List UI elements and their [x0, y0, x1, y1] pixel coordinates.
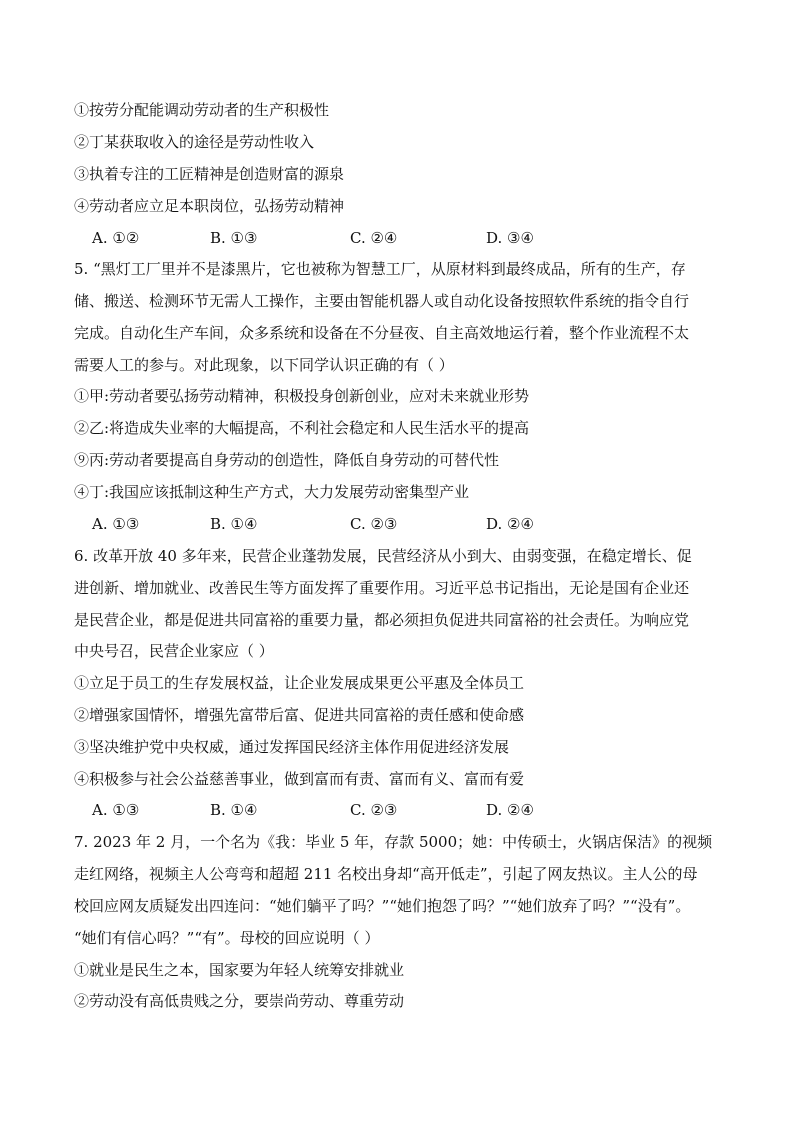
question-5-stem: 储、搬送、检测环节无需人工操作，主要由智能机器人或自动化设备按照软件系统的指令自行 [74, 292, 690, 310]
statement-1: ①立足于员工的生存发展权益，让企业发展成果更公平惠及全体员工 [74, 674, 525, 692]
question-6-stem: 中央号召，民营企业家应（ ） [74, 642, 274, 660]
question-5-stem: 需要人工的参与。对此现象，以下同学认识正确的有（ ） [74, 356, 454, 374]
question-5-stem: 完成。自动化生产车间，众多系统和设备在不分昼夜、自主高效地运行着，整个作业流程不太 [74, 324, 690, 342]
option-c[interactable]: C. ②④ [350, 229, 398, 247]
question-7-stem: 7. 2023 年 2 月，一个名为《我：毕业 5 年，存款 5000；她：中传硕士，火锅店保洁》的视频 [74, 833, 713, 851]
statement-1: ①按劳分配能调动劳动者的生产积极性 [74, 101, 330, 119]
question-6-stem: 进创新、增加就业、改善民生等方面发挥了重要作用。习近平总书记指出，无论是国有企业还 [74, 579, 690, 597]
statement-2: ②劳动没有高低贵贱之分，要崇尚劳动、尊重劳动 [74, 992, 405, 1010]
statement-3: ③执着专注的工匠精神是创造财富的源泉 [74, 165, 345, 183]
question-5-stem: 5. “黑灯工厂里并不是漆黑片，它也被称为智慧工厂，从原材料到最终成品，所有的生产，存 [74, 260, 686, 278]
answer-options-q4 [92, 228, 732, 248]
option-d[interactable]: D. ②④ [486, 515, 534, 533]
statement-4: ④积极参与社会公益慈善事业，做到富而有责、富而有义、富而有爱 [74, 770, 525, 788]
question-7-stem: “她们有信心吗？”“有”。母校的回应说明（ ） [74, 929, 380, 947]
option-b[interactable]: B. ①④ [210, 515, 258, 533]
question-6-stem: 6. 改革开放 40 多年来，民营企业蓬勃发展，民营经济从小到大、由弱变强，在稳定增长、促 [74, 547, 692, 565]
question-7-stem: 走红网络，视频主人公弯弯和超超 211 名校出身却“高开低走”，引起了网友热议。主人公的母 [74, 865, 698, 883]
option-a[interactable]: A. ①③ [92, 515, 140, 533]
answer-options-q5 [92, 514, 732, 534]
statement-2: ②乙:将造成失业率的大幅提高，不利社会稳定和人民生活水平的提高 [74, 419, 530, 437]
statement-1: ①甲:劳动者要弘扬劳动精神，积极投身创新创业，应对未来就业形势 [74, 387, 530, 405]
option-d[interactable]: D. ②④ [486, 801, 534, 819]
statement-4: ④劳动者应立足本职岗位，弘扬劳动精神 [74, 197, 345, 215]
question-7-stem: 校回应网友质疑发出四连问：“她们躺平了吗？”“她们抱怨了吗？”“她们放弃了吗？”“没有”。 [74, 897, 691, 915]
statement-1: ①就业是民生之本，国家要为年轻人统筹安排就业 [74, 961, 405, 979]
statement-4: ④丁:我国应该抵制这种生产方式，大力发展劳动密集型产业 [74, 483, 470, 501]
statement-3: ③坚决维护党中央权威，通过发挥国民经济主体作用促进经济发展 [74, 738, 510, 756]
option-a[interactable]: A. ①③ [92, 801, 140, 819]
option-b[interactable]: B. ①③ [210, 229, 258, 247]
option-c[interactable]: C. ②③ [350, 515, 398, 533]
statement-2: ②增强家国情怀，增强先富带后富、促进共同富裕的责任感和使命感 [74, 706, 525, 724]
statement-2: ②丁某获取收入的途径是劳动性收入 [74, 133, 315, 151]
question-6-stem: 是民营企业，都是促进共同富裕的重要力量，都必须担负促进共同富裕的社会责任。为响应党 [74, 611, 690, 629]
option-a[interactable]: A. ①② [92, 229, 140, 247]
option-d[interactable]: D. ③④ [486, 229, 534, 247]
answer-options-q6 [92, 800, 732, 820]
option-c[interactable]: C. ②③ [350, 801, 398, 819]
statement-3: ⑨丙:劳动者要提高自身劳动的创造性，降低自身劳动的可替代性 [74, 451, 500, 469]
option-b[interactable]: B. ①④ [210, 801, 258, 819]
